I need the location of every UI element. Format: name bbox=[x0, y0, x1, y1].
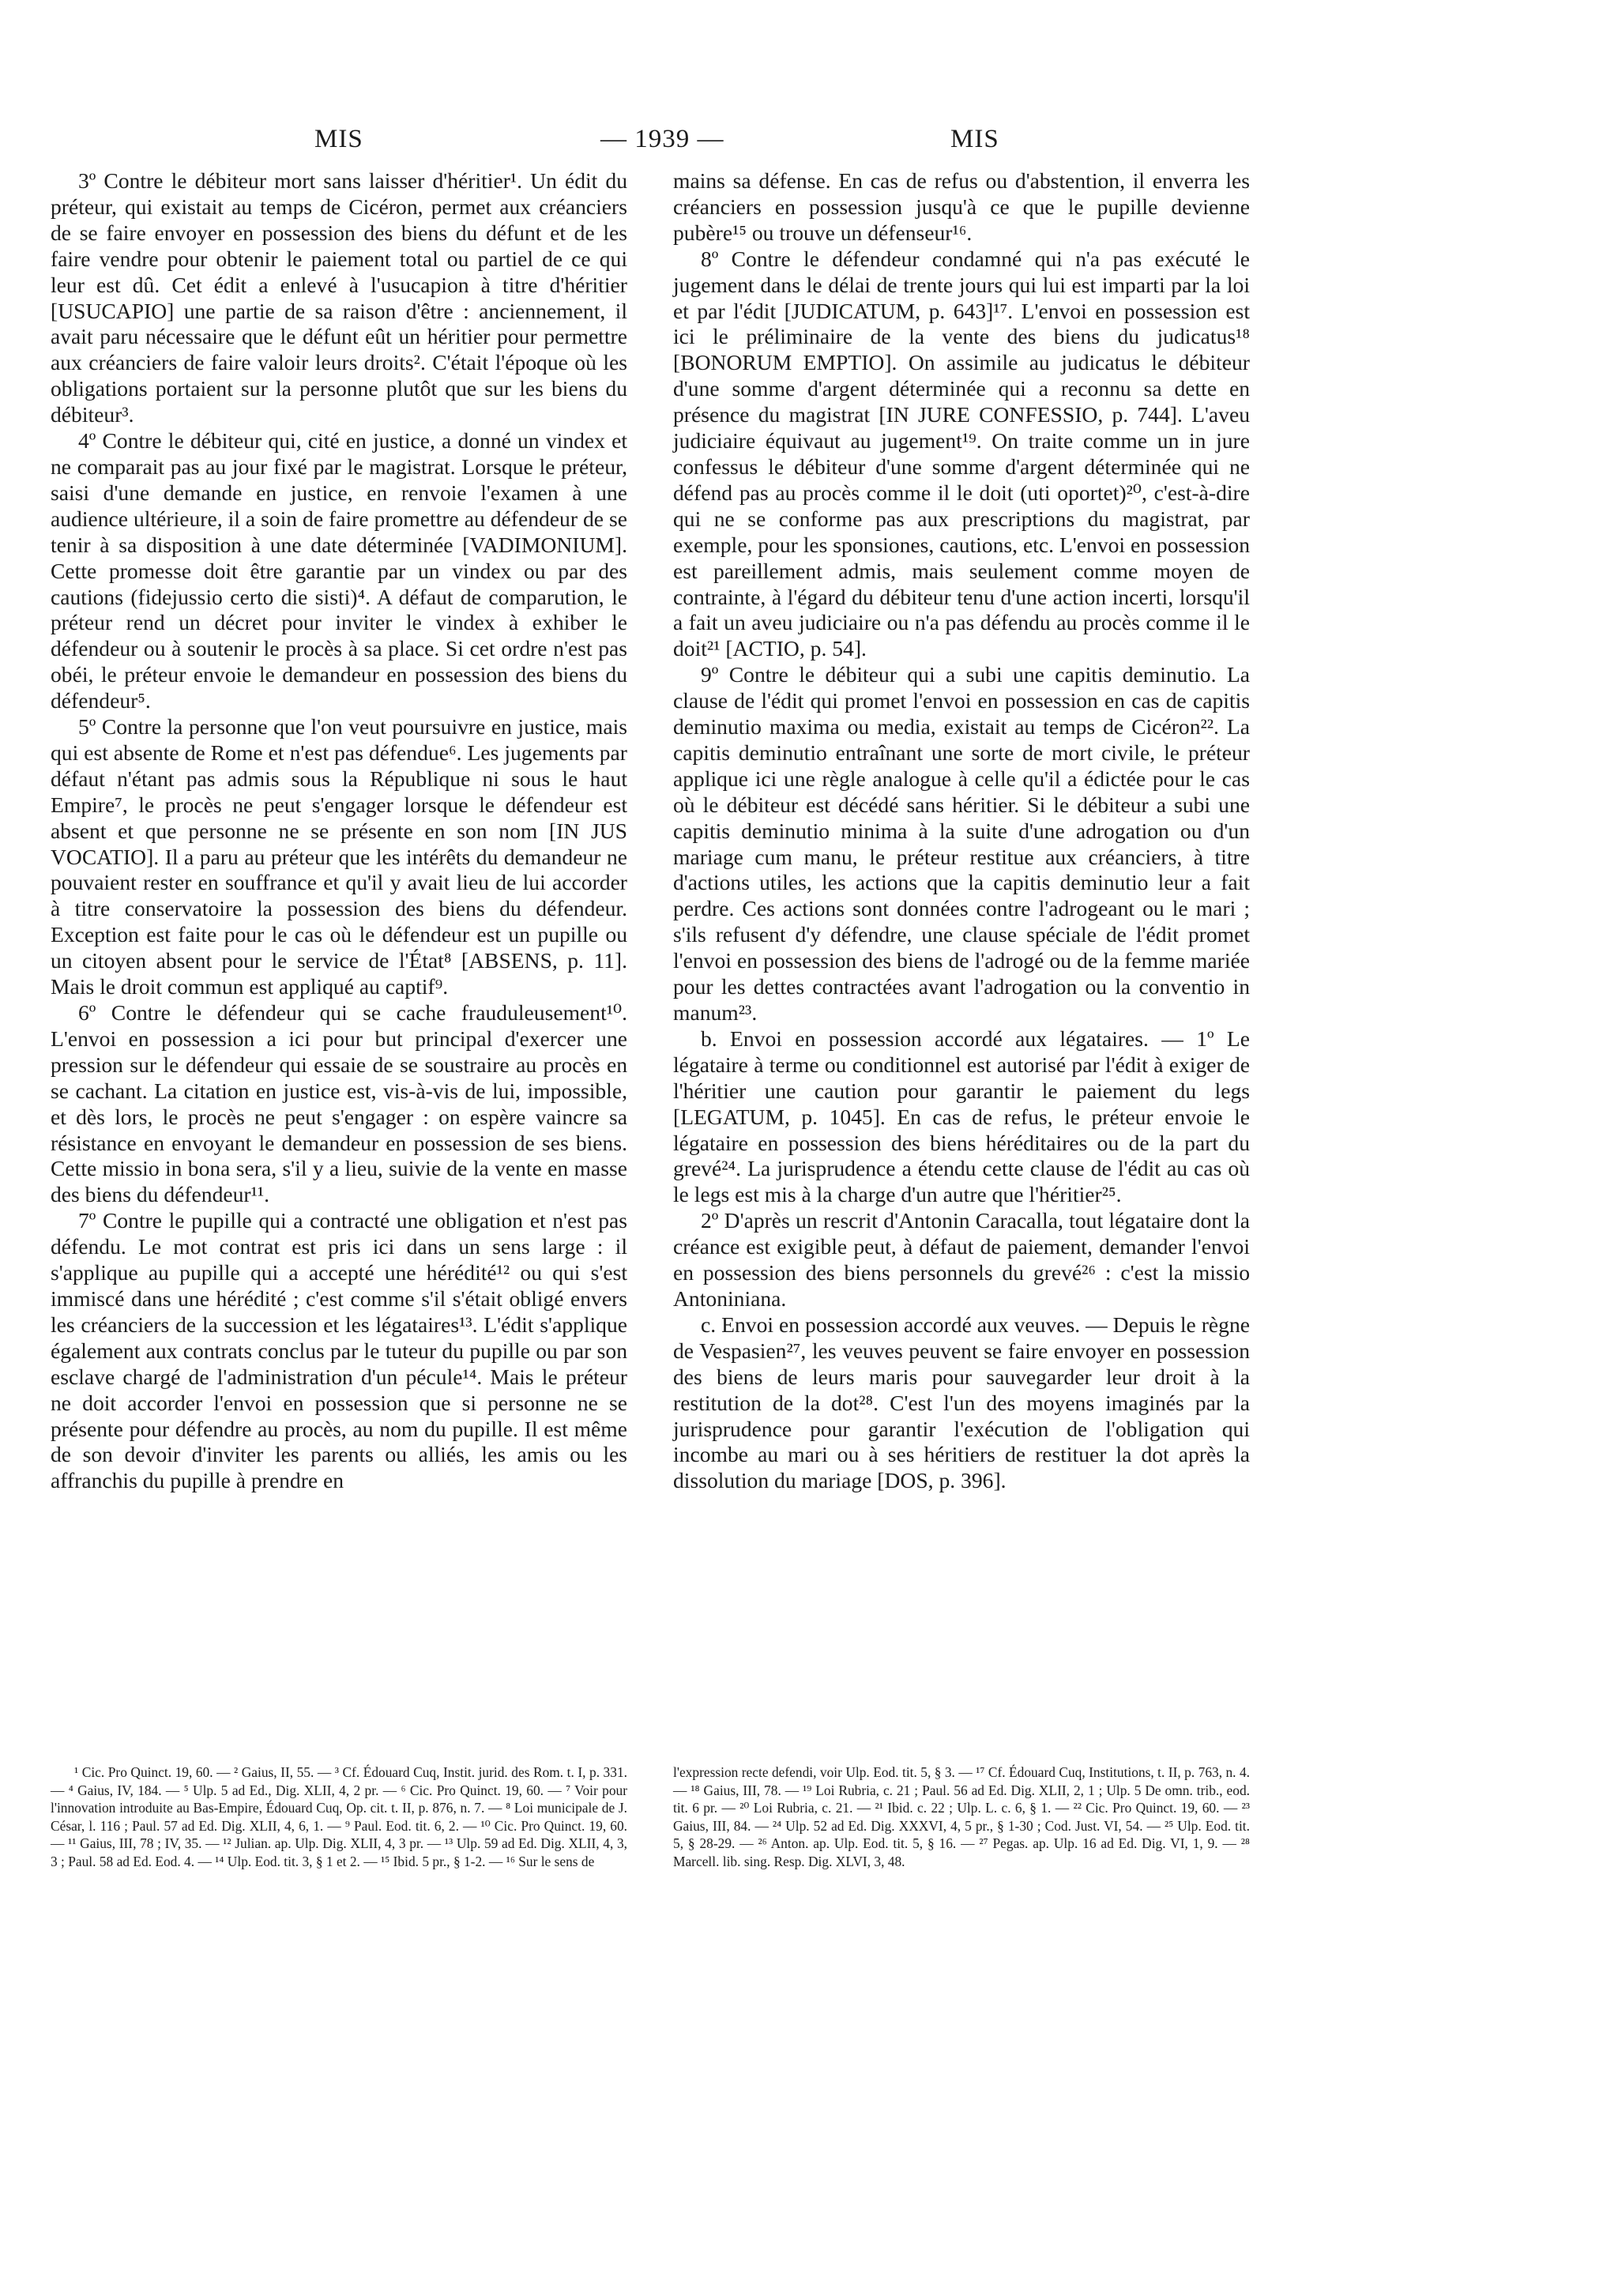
right-column bbox=[673, 168, 1250, 1494]
paragraph: b. Envoi en possession accordé aux légataires. — 1º Le légataire à terme ou conditionnel est autorisé par l'édit à exiger de l'héritier une caution pour garantir le paiement du legs [LEGATUM, p. 1045]. En cas de refus, le préteur envoie le légataire en possession des biens héréditaires ou de la part du grevé²⁴. La jurisprudence a étendu cette clause de l'édit au cas où le legs est mis à la charge d'un autre que l'héritier²⁵. bbox=[673, 1026, 1250, 1207]
header-right-word: MIS bbox=[950, 125, 999, 153]
paragraph: mains sa défense. En cas de refus ou d'abstention, il enverra les créanciers en possession jusqu'à ce que le pupille devienne pubère¹⁵ ou trouve un défenseur¹⁶. bbox=[673, 168, 1250, 245]
paragraph: 2º D'après un rescrit d'Antonin Caracalla, tout légataire dont la créance est exigible peut, à défaut de paiement, demander l'envoi en possession des biens personnels du grevé²⁶ : c'est la missio Antoniniana. bbox=[673, 1208, 1250, 1311]
footnotes-left: ¹ Cic. Pro Quinct. 19, 60. — ² Gaius, II, 55. — ³ Cf. Édouard Cuq, Instit. jurid. des Rom. t. I, p. 331. — ⁴ Gaius, IV, 184. — ⁵ Ulp. 5 ad Ed., Dig. XLII, 4, 2 pr. — ⁶ Cic. Pro Quinct. 19, 60. — ⁷ Voir pour l'innovation introduite au Bas-Empire, Édouard Cuq, Op. cit. t. II, p. 876, n. 7. — ⁸ Loi municipale de J. César, l. 116 ; Paul. 57 ad Ed. Dig. XLII, 4, 6, 1. — ⁹ Paul. Eod. tit. 6, 2. — ¹⁰ Cic. Pro Quinct. 19, 60. — ¹¹ Gaius, III, 78 ; IV, 35. — ¹² Julian. ap. Ulp. Dig. XLII, 4, 3 pr. — ¹³ Ulp. 59 ad Ed. Dig. XLII, 4, 3, 3 ; Paul. 58 ad Ed. Eod. 4. — ¹⁴ Ulp. Eod. tit. 3, § 1 et 2. — ¹⁵ Ibid. 5 pr., § 1-2. — ¹⁶ Sur le sens de bbox=[51, 1764, 627, 1869]
footnotes-right: l'expression recte defendi, voir Ulp. Eod. tit. 5, § 3. — ¹⁷ Cf. Édouard Cuq, Institutions, t. II, p. 763, n. 4. — ¹⁸ Gaius, III, 78. — ¹⁹ Loi Rubria, c. 21 ; Paul. 56 ad Ed. Dig. XLII, 2, 1 ; Ulp. 5 De omn. trib., eod. tit. 6 pr. — ²⁰ Loi Rubria, c. 21. — ²¹ Ibid. c. 22 ; Ulp. L. c. 6, § 1. — ²² Cic. Pro Quinct. 19, 60. — ²³ Gaius, III, 84. — ²⁴ Ulp. 52 ad Ed. Dig. XXXVI, 4, 5 pr., § 1-30 ; Cod. Just. VI, 54. — ²⁵ Ulp. Eod. tit. 5, § 28-29. — ²⁶ Anton. ap. Ulp. Eod. tit. 5, § 16. — ²⁷ Pegas. ap. Ulp. 16 ad Ed. Dig. VI, 1, 9. — ²⁸ Marcell. lib. sing. Resp. Dig. XLVI, 3, 48. bbox=[673, 1764, 1250, 1869]
paragraph: 6º Contre le défendeur qui se cache frauduleusement¹⁰. L'envoi en possession a ici pour but principal d'exercer une pression sur le défendeur qui essaie de se soustraire au procès en se cachant. La citation en justice est, vis-à-vis de lui, impossible, et dès lors, le procès ne peut s'engager : on espère vaincre sa résistance en envoyant le demandeur en possession de ses biens. Cette missio in bona sera, s'il y a lieu, suivie de la vente en masse des biens du défendeur¹¹. bbox=[51, 1000, 627, 1207]
paragraph: 9º Contre le débiteur qui a subi une capitis deminutio. La clause de l'édit qui promet l'envoi en possession en cas de capitis deminutio maxima ou media, existait au temps de Cicéron²². La capitis deminutio entraînant une sorte de mort civile, le préteur applique ici une règle analogue à celle qu'il a édictée pour le cas où le débiteur est décédé sans héritier. Si le débiteur a subi une capitis deminutio minima à la suite d'une adrogation ou d'un mariage cum manu, le préteur restitue aux créanciers, à titre d'actions utiles, les actions que la capitis deminutio leur a fait perdre. Ces actions sont données contre l'adrogeant ou le mari ; s'ils refusent d'y défendre, une clause spéciale de l'édit promet l'envoi en possession des biens de l'adrogé ou de la femme mariée pour les dettes contractées avant l'adrogation ou la conventio in manum²³. bbox=[673, 662, 1250, 1025]
left-column bbox=[51, 168, 627, 1494]
paragraph: 5º Contre la personne que l'on veut poursuivre en justice, mais qui est absente de Rome et n'est pas défendue⁶. Les jugements par défaut n'étant pas admis sous la République ni sous le haut Empire⁷, le procès ne peut s'engager lorsque le défendeur est absent et que personne ne se présente en son nom [IN JUS VOCATIO]. Il a paru au préteur que les intérêts du demandeur ne pouvaient rester en souffrance et qu'il y avait lieu de lui accorder à titre conservatoire la possession des biens du défendeur. Exception est faite pour le cas où le défendeur est un pupille ou un citoyen absent pour le service de l'État⁸ [ABSENS, p. 11]. Mais le droit commun est appliqué au captif⁹. bbox=[51, 714, 627, 999]
header-left-word: MIS bbox=[314, 125, 363, 153]
paragraph: 7º Contre le pupille qui a contracté une obligation et n'est pas défendu. Le mot contrat est pris ici dans un sens large : il s'applique au pupille qui a accepté une hérédité¹² ou qui s'est immiscé dans une hérédité ; c'est comme s'il s'était obligé envers les créanciers de la succession et les légataires¹³. L'édit s'applique également aux contrats conclus par le tuteur du pupille ou par son esclave chargé de l'administration d'un pécule¹⁴. Mais le préteur ne doit accorder l'envoi en possession que si personne ne se présente pour défendre au procès, au nom du pupille. Il est même de son devoir d'inviter les parents ou alliés, les amis ou les affranchis du pupille à prendre en bbox=[51, 1208, 627, 1493]
paragraph: c. Envoi en possession accordé aux veuves. — Depuis le règne de Vespasien²⁷, les veuves peuvent se faire envoyer en possession des biens de leurs maris pour sauvegarder leur droit à la restitution de la dot²⁸. C'est l'un des moyens imaginés par la jurisprudence pour garantir l'exécution de l'obligation qui incombe au mari ou à ses héritiers de restituer la dot après la dissolution du mariage [DOS, p. 396]. bbox=[673, 1312, 1250, 1493]
paragraph: 8º Contre le défendeur condamné qui n'a pas exécuté le jugement dans le délai de trente jours qui lui est imparti par la loi et par l'édit [JUDICATUM, p. 643]¹⁷. L'envoi en possession est ici le préliminaire de la vente des biens du judicatus¹⁸ [BONORUM EMPTIO]. On assimile au judicatus le débiteur d'une somme d'argent déterminée qui a reconnu sa dette en présence du magistrat [IN JURE CONFESSIO, p. 744]. L'aveu judiciaire équivaut au jugement¹⁹. On traite comme un in jure confessus le débiteur d'une somme d'argent déterminée qui ne défend pas au procès comme il le doit (uti oportet)²⁰, c'est-à-dire qui ne se conforme pas aux prescriptions du magistrat, par exemple, pour les sponsiones, cautions, etc. L'envoi en possession est pareillement admis, mais seulement comme moyen de contrainte, à l'égard du débiteur tenu d'une action incerti, lorsqu'il a fait un aveu judiciaire ou n'a pas défendu au procès comme il le doit²¹ [ACTIO, p. 54]. bbox=[673, 246, 1250, 661]
paragraph: 3º Contre le débiteur mort sans laisser d'héritier¹. Un édit du préteur, qui existait au temps de Cicéron, permet aux créanciers de se faire envoyer en possession des biens du défunt et de les faire vendre pour obtenir le paiement total ou partiel de ce qui leur est dû. Cet édit a enlevé à l'usucapion à titre d'héritier [USUCAPIO] une partie de sa raison d'être : anciennement, il avait paru nécessaire que le défunt eût un héritier pour permettre aux créanciers de faire valoir leurs droits². C'était l'époque où les obligations portaient sur la personne plutôt que sur les biens du débiteur³. bbox=[51, 168, 627, 427]
paragraph: 4º Contre le débiteur qui, cité en justice, a donné un vindex et ne comparait pas au jour fixé par le magistrat. Lorsque le préteur, saisi d'une demande en justice, en renvoie l'examen à une audience ultérieure, il a soin de faire promettre au défendeur de se tenir à sa disposition à une date déterminée [VADIMONIUM]. Cette promesse doit être garantie par un vindex ou par des cautions (fidejussio certo die sisti)⁴. A défaut de comparution, le préteur rend un décret pour inviter le vindex à exhiber le défendeur ou à soutenir le procès à sa place. Si cet ordre n'est pas obéi, le préteur envoie le demandeur en possession des biens du défendeur⁵. bbox=[51, 428, 627, 713]
running-header bbox=[47, 125, 1185, 164]
page-number: — 1939 — bbox=[600, 125, 724, 153]
